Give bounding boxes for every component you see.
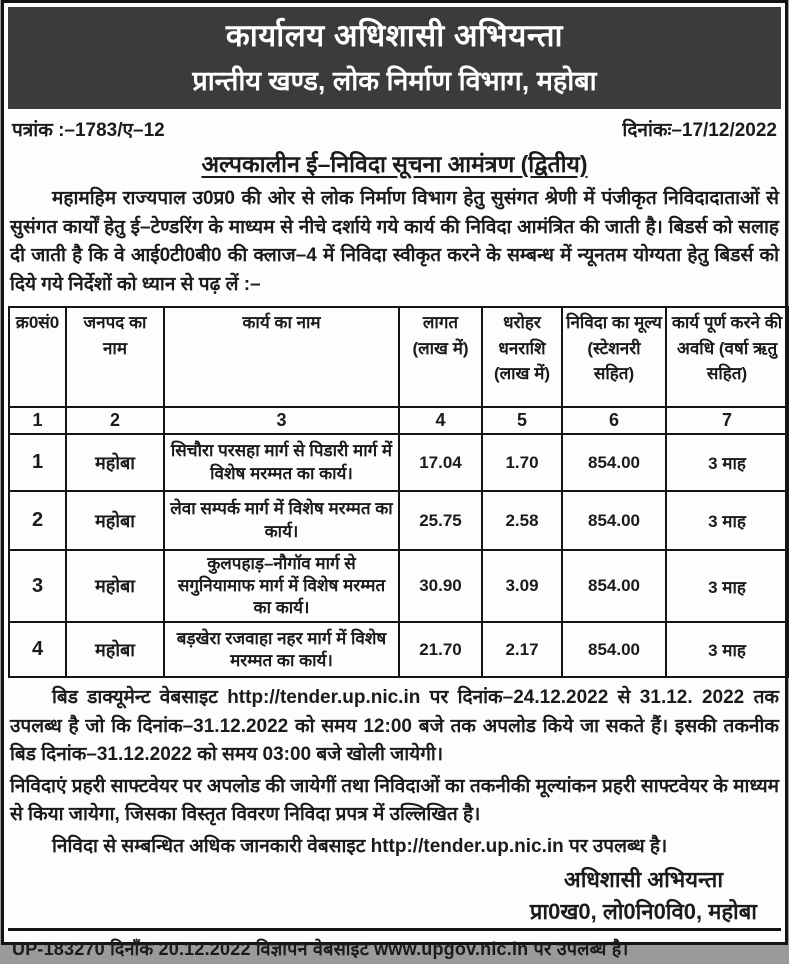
col-number: 3 xyxy=(164,407,399,434)
table-row xyxy=(9,550,788,622)
cell-tender-value: 854.00 xyxy=(562,550,666,622)
letter-meta-row xyxy=(8,109,781,142)
bid-document-availability-paragraph: बिड डाक्यूमेन्ट वेबसाइट http://tender.up.nic.in पर दिनांक–24.12.2022 से 31.12. 2022 तक उपलब्ध है जो कि दिनांक–31.12.2022 को समय 12:00 बजे तक अपलोड किये जा सकते हैं। इसकी तकनीक बिड दिनांक–31.12.2022 को समय 03:00 बजे खोली जायेगी। xyxy=(10,687,779,766)
tender-notice-document xyxy=(1,0,788,960)
col-header-emd: धरोहर धनराशि (लाख में) xyxy=(482,307,562,407)
cell-emd: 2.17 xyxy=(482,622,562,677)
cell-sno: 4 xyxy=(9,622,66,677)
cell-work-name: सिचौरा परसहा मार्ग से पिडारी मार्ग में विशेष मरम्मत का कार्य। xyxy=(164,434,399,491)
table-header-row xyxy=(9,307,788,407)
office-subtitle: प्रान्तीय खण्ड, लोक निर्माण विभाग, महोबा xyxy=(192,66,597,96)
table-row xyxy=(9,491,788,550)
office-title: कार्यालय अधिशासी अभियन्ता xyxy=(225,18,564,53)
cell-period: 3 माह xyxy=(666,491,788,550)
cell-emd: 2.58 xyxy=(482,491,562,550)
col-header-period: कार्य पूर्ण करने की अवधि (वर्षा ऋतु सहित) xyxy=(666,307,788,407)
col-number: 5 xyxy=(482,407,562,434)
publication-reference-bar: UP-183270 दिनाँक 20.12.2022 विज्ञापन वेबसाइट www.upgov.nic.in पर उपलब्ध है। xyxy=(8,928,781,964)
table-row xyxy=(9,434,788,491)
cell-work-name: लेवा सम्पर्क मार्ग में विशेष मरम्मत का कार्य। xyxy=(164,491,399,550)
cell-cost: 17.04 xyxy=(399,434,482,491)
signature-block xyxy=(530,864,757,928)
cell-district: महोबा xyxy=(66,622,164,677)
cell-period: 3 माह xyxy=(666,622,788,677)
letter-number: पत्रांक :–1783/ए–12 xyxy=(12,120,165,141)
notice-date: दिनांकः–17/12/2022 xyxy=(622,120,777,141)
col-number: 7 xyxy=(666,407,788,434)
cell-sno: 3 xyxy=(9,550,66,622)
cell-sno: 2 xyxy=(9,491,66,550)
notice-title: अल्पकालीन ई–निविदा सूचना आमंत्रण (द्वितीय) xyxy=(201,151,588,177)
col-header-cost: लागत (लाख में) xyxy=(399,307,482,407)
cell-sno: 1 xyxy=(9,434,66,491)
column-number-row xyxy=(9,407,788,434)
cell-emd: 1.70 xyxy=(482,434,562,491)
footer-section xyxy=(8,678,781,928)
cell-period: 3 माह xyxy=(666,550,788,622)
signatory-designation: अधिशासी अभियन्ता xyxy=(563,867,724,893)
works-table xyxy=(8,306,789,678)
signatory-office: प्रा0ख0, लो0नि0वि0, महोबा xyxy=(529,899,757,925)
table-row xyxy=(9,622,788,677)
cell-district: महोबा xyxy=(66,434,164,491)
office-header-band xyxy=(8,7,781,109)
col-header-sno: क्र0सं0 xyxy=(9,307,66,407)
cell-work-name: कुलपहाड़–नौगॉव मार्ग से सगुनियामाफ मार्ग में विशेष मरम्मत का कार्य। xyxy=(164,550,399,622)
col-number: 2 xyxy=(66,407,164,434)
col-header-tender-value: निविदा का मूल्य (स्टेशनरी सहित) xyxy=(562,307,666,407)
cell-tender-value: 854.00 xyxy=(562,491,666,550)
col-header-district: जनपद का नाम xyxy=(66,307,164,407)
cell-period: 3 माह xyxy=(666,434,788,491)
cell-cost: 30.90 xyxy=(399,550,482,622)
col-number: 4 xyxy=(399,407,482,434)
cell-tender-value: 854.00 xyxy=(562,434,666,491)
col-number: 1 xyxy=(9,407,66,434)
cell-district: महोबा xyxy=(66,550,164,622)
more-info-paragraph: निविदा से सम्बन्धित अधिक जानकारी वेबसाइट http://tender.up.nic.in पर उपलब्ध है। xyxy=(52,835,668,857)
cell-cost: 21.70 xyxy=(399,622,482,677)
col-header-work: कार्य का नाम xyxy=(164,307,399,407)
cell-emd: 3.09 xyxy=(482,550,562,622)
cell-tender-value: 854.00 xyxy=(562,622,666,677)
cell-cost: 25.75 xyxy=(399,491,482,550)
prahari-software-paragraph: निविदाएं प्रहरी साफ्टवेयर पर अपलोड की जायेगीं तथा निविदाओं का तकनीकी मूल्यांकन प्रहरी साफ्टवेयर के माध्यम से किया जायेगा, जिसका विस्तृत विवरण निविदा प्रपत्र में उल्लिखित है। xyxy=(10,775,779,826)
cell-work-name: बड़खेरा रजवाहा नहर मार्ग में विशेष मरम्मत का कार्य। xyxy=(164,622,399,677)
cell-district: महोबा xyxy=(66,491,164,550)
intro-paragraph: महामहिम राज्यपाल उ0प्र0 की ओर से लोक निर्माण विभाग हेतु सुसंगत श्रेणी में पंजीकृत निविदादाताओं से सुसंगत कार्यों हेतु ई–टेण्डरिंग के माध्यम से नीचे दर्शाये गये कार्य की निविदा आमंत्रित की जाती है। बिडर्स को सलाह दी जाती है कि वे आई0टी0बी0 की क्लाज–4 में निविदा स्वीकृत करने के सम्बन्ध में न्यूनतम योग्यता हेतु बिडर्स को दिये गये निर्देशों को ध्यान से पढ़ लें :– xyxy=(10,188,779,295)
col-number: 6 xyxy=(562,407,666,434)
